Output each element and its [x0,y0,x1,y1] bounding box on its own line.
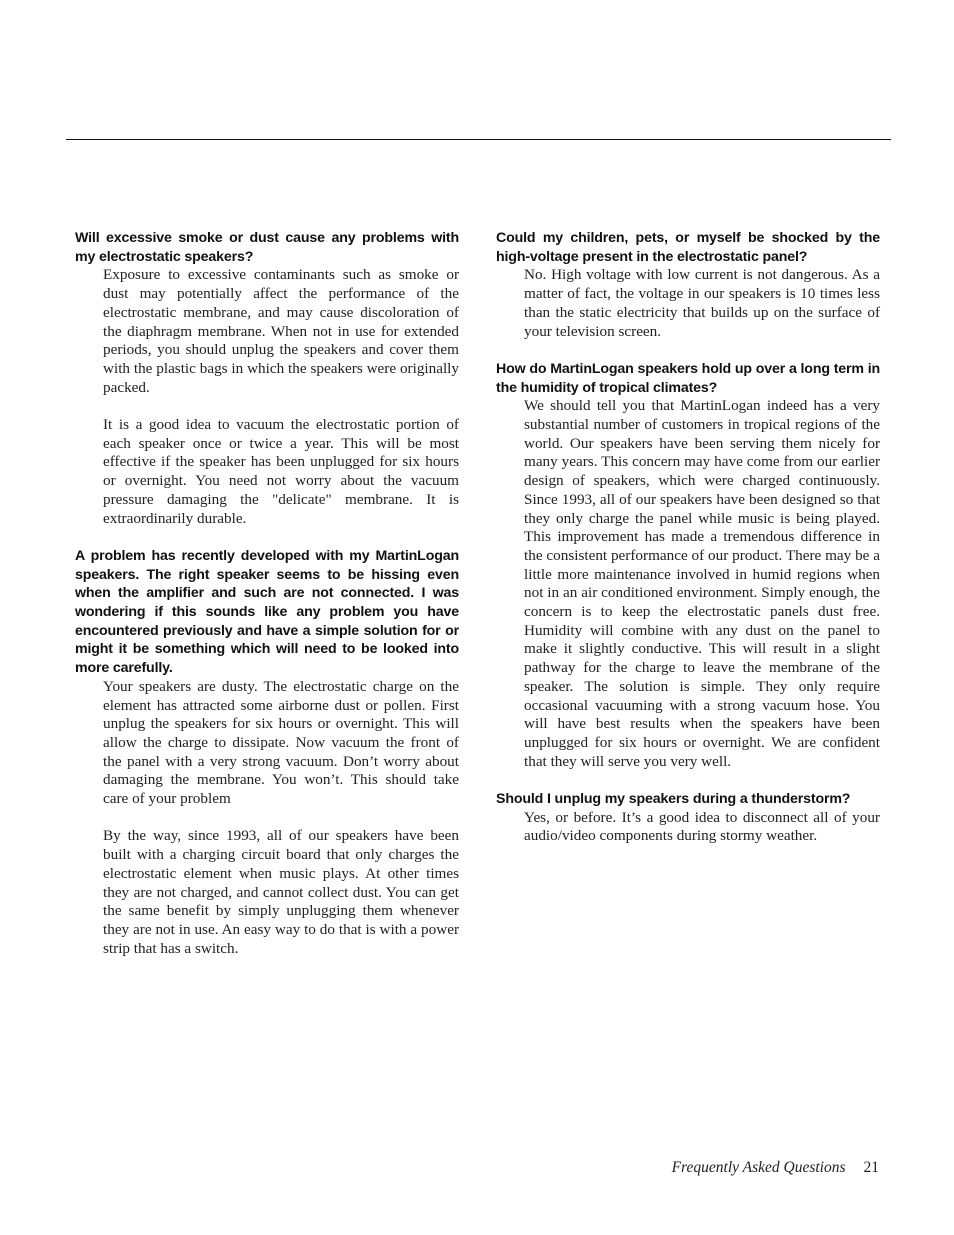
header-rule [66,139,891,140]
right-column [496,229,880,846]
page-footer [672,1159,879,1177]
faq-answer-thunderstorm: Yes, or before. It’s a good idea to disconnect all of your audio/video components during stormy weather. [524,808,880,845]
faq-question-smoke-dust: Will excessive smoke or dust cause any problems with my electrostatic speakers? [75,230,459,265]
faq-question-humidity: How do MartinLogan speakers hold up over a long term in the humidity of tropical climates? [496,360,880,396]
faq-question-hissing: A problem has recently developed with my MartinLogan speakers. The right speaker seems to be hissing even when the amplifier and such are not connected. I was wondering if this sounds like any problem you have encountered previously and have a simple solution for or might it be something which will need to be looked into more carefully. [75,547,459,677]
footer-section-title: Frequently Asked Questions [671,1159,846,1176]
faq-answer-smoke-dust-2: It is a good idea to vacuum the electrostatic portion of each speaker once or twice a year. This will be most effective if the speaker has been unplugged for six hours or overnight. You need not worry about the vacuum pressure damaging the "delicate" membrane. It is extraordinarily durable. [103,416,459,527]
faq-answer-smoke-dust-1: Exposure to excessive contaminants such as smoke or dust may potentially affect the performance of the electrostatic membrane, and may cause discoloration of the diaphragm membrane. When not in use for extended periods, you should unplug the speakers and cover them with the plastic bags in which the speakers were originally packed. [103,266,459,396]
page-number: 21 [863,1159,879,1176]
faq-question-shock: Could my children, pets, or myself be shocked by the high-voltage present in the electrostatic panel? [496,230,880,265]
faq-question-thunderstorm: Should I unplug my speakers during a thunderstorm? [496,791,851,808]
left-column [75,229,459,958]
faq-answer-shock: No. High voltage with low current is not dangerous. As a matter of fact, the voltage in our speakers is 10 times less than the static electricity that builds up on the surface of your television screen. [524,266,880,340]
faq-answer-hissing-2: By the way, since 1993, all of our speakers have been built with a charging circuit board that only charges the electrostatic element when music plays. At other times they are not charged, and cannot collect dust. You can get the same benefit by simply unplugging them whenever they are not in use. An easy way to do that is with a power strip that has a switch. [103,827,459,957]
faq-answer-humidity: We should tell you that MartinLogan indeed has a very substantial number of customers in tropical regions of the world. Our speakers have been serving them nicely for many years. This concern may have come from our earlier design of speakers, which were charged continuously. Since 1993, all of our speakers have been designed so that they only charge the panel while music is being played. This improvement has made a tremendous difference in the consistent performance of our product. There may be a little more maintenance involved in humid regions when not in an air conditioned environment. Simply enough, the concern is to keep the electrostatic panels dust free. Humidity will combine with any dust on the panel to make it slightly conductive. This will result in a slight pathway for the charge to leave the membrane of the speaker. The solution is simple. They only require occasional vacuuming with a strong vacuum hose. You will have best results when the speakers have been unplugged for six hours or overnight. We are confident that they will serve you very well. [524,397,880,770]
faq-answer-hissing-1: Your speakers are dusty. The electrostatic charge on the element has attracted some airborne dust or pollen. First unplug the speakers for six hours or overnight. This will allow the charge to dissipate. Now vacuum the front of the panel with a very strong vacuum. Don’t worry about damaging the membrane. You won’t. This should take care of your problem [103,677,459,808]
